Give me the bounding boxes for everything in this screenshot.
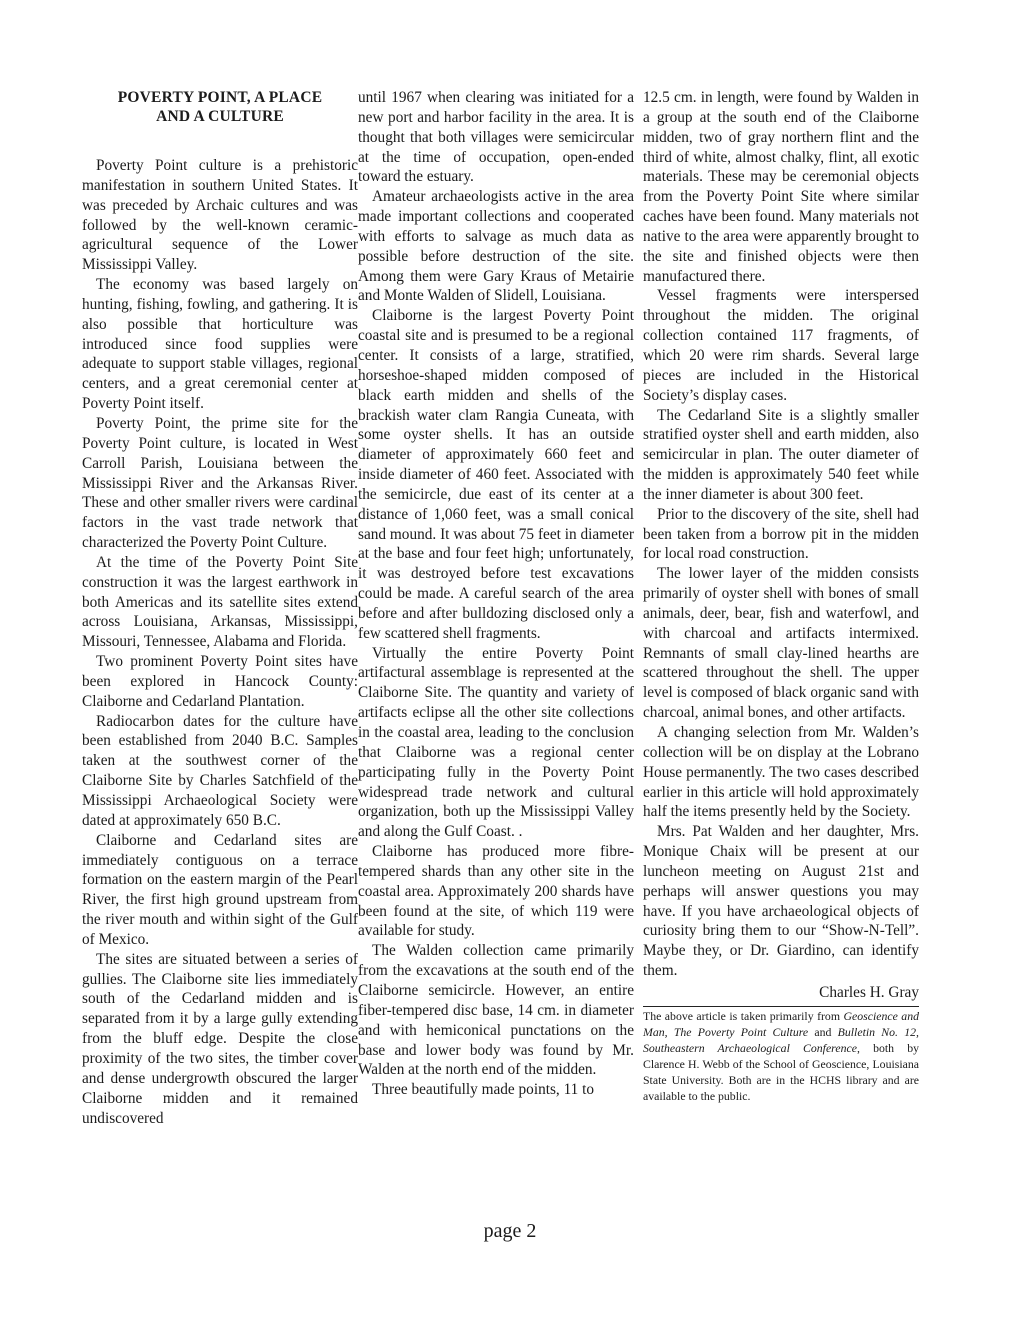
paragraph: The Cedarland Site is a slightly smaller stratified oyster shell and earth midden, also semicircular in plan. The outer diameter of the midden is approximately 540 feet while the inner diameter is about 300 feet. xyxy=(643,406,919,503)
paragraph: Virtually the entire Poverty Point artifactural assemblage is represented at the Claiborne Site. The quantity and variety of artifacts eclipse all the other site collections in the coastal area, leading to the conclusion that Claiborne was a regional center participating fully in the Poverty Point widespread trade network and cultural organization, both up the Mississippi Valley and along the Gulf Coast. . xyxy=(358,644,634,841)
paragraph-continued: until 1967 when clearing was initiated for a new port and harbor facility in the area. It is thought that both villages were semicircular at the time of occupation, open-ended toward the estuary. xyxy=(358,89,634,186)
paragraph: Vessel fragments were interspersed throughout the midden. The original collection contained 117 fragments, of which 20 were rim shards. Several large pieces are included in the Historical Society’s display cases. xyxy=(643,287,919,404)
paragraph: Radiocarbon dates for the culture have been established from 2040 B.C. Samples taken at the southwest corner of the Claiborne Site by Charles Satchfield of the Mississippi Archaeological Society were dated at approximately 650 B.C. xyxy=(82,712,358,829)
footnote-text: and xyxy=(808,1024,838,1039)
paragraph: Poverty Point, the prime site for the Poverty Point culture, is located in West Carroll Parish, Louisiana between the Mississippi River and the Arkansas River. These and other smaller rivers were cardinal factors in the vast trade network that characterized the Poverty Point Culture. xyxy=(82,414,358,552)
column-2 xyxy=(358,88,634,1100)
column-1 xyxy=(82,88,358,1128)
paragraph: Two prominent Poverty Point sites have been explored in Hancock County: Claiborne and Cedarland Plantation. xyxy=(82,653,358,710)
footnote-source-title: Geoscience and Man, The Poverty Point Culture xyxy=(643,1008,919,1039)
paragraph: Claiborne is the largest Poverty Point coastal site and is presumed to be a regional center. It consists of a large, stratified, horseshoe-shaped midden composed of black earth midden and shells of the brackish water clam Rangia Cuneata, with some oyster shells. It has an outside diameter of approximately 660 feet and inside diameter of 460 feet. Associated with the semicircle, due east of its center at a distance of 1,060 feet, was a small conical sand mound. It was about 75 feet in diameter at the base and four feet high; unfortunately, it was destroyed before test excavations could be made. A careful search of the area before and after bulldozing disclosed only a few scattered shell fragments. xyxy=(358,307,634,642)
paragraph: At the time of the Poverty Point Site construction it was the largest earthwork in both Americas and its satellite sites extend across Louisiana, Arkansas, Mississippi, Missouri, Tennessee, Alabama and Florida. xyxy=(82,553,358,651)
paragraph: The lower layer of the midden consists primarily of oyster shell with bones of small animals, deer, bear, fish and waterfowl, and with charcoal and artifacts intermixed. Remnants of small clay-lined hearths are scattered throughout the shell. The upper level is composed of black organic sand with charcoal, animal bones, and other artifacts. xyxy=(643,565,919,722)
article-title-line-2: AND A CULTURE xyxy=(156,108,284,125)
paragraph: Claiborne has produced more fibre-tempered shards than any other site in the coastal area. Approximately 200 shards have been found at the site, of which 119 were available for study. xyxy=(358,843,634,940)
footnote-source-title: Bulletin No. 12, Southeastern Archaeological Conference xyxy=(643,1024,919,1055)
footnote-text: The above article is taken primarily from xyxy=(643,1008,844,1023)
column-3 xyxy=(643,88,919,1104)
paragraph: The Walden collection came primarily from the excavations at the south end of the Claiborne semicircle. However, an entire fiber-tempered disc base, 14 cm. in diameter and with hemiconical punctations on the base and lower body was found by Mr. Walden at the north end of the midden. xyxy=(358,942,634,1079)
source-footnote xyxy=(643,1006,919,1104)
paragraph: The economy was based largely on hunting, fishing, fowling, and gathering. It is also possible that horticulture was introduced since food supplies were adequate to support stable villages, regional centers, and a great ceremonial center at Poverty Point itself. xyxy=(82,276,358,413)
paragraph: Mrs. Pat Walden and her daughter, Mrs. Monique Chaix will be present at our luncheon meeting on August 21st and perhaps will answer questions you may have. If you have archaeological objects of curiosity bring them to our “Show-N-Tell”. Maybe they, or Dr. Giardino, can identify them. xyxy=(643,823,919,980)
paragraph-continued: 12.5 cm. in length, were found by Walden in a group at the south end of the Claiborne midden, two of gray northern flint and the third of white, almost chalky, flint, all exotic materials. These may be ceremonial objects from the Poverty Point Site where similar caches have been found. Many materials not native to the area were apparently brought to the site and finished objects were then manufactured there. xyxy=(643,89,919,285)
paragraph: Three beautifully made points, 11 to xyxy=(372,1081,595,1099)
footnote-text: , both by Clarence H. Webb of the School of Geoscience, Louisiana State University. Both are in the HCHS library and are available to the public. xyxy=(643,1040,920,1103)
page-number: page 2 xyxy=(483,1220,537,1242)
paragraph: Claiborne and Cedarland sites are immediately contiguous on a terrace formation on the eastern margin of the Pearl River, the first high ground upstream from the river mouth and within sight of the Gulf of Mexico. xyxy=(82,831,358,948)
paragraph: Prior to the discovery of the site, shell had been taken from a borrow pit in the midden for local road construction. xyxy=(643,505,919,563)
paragraph: Poverty Point culture is a prehistoric manifestation in southern United States. It was preceded by Archaic cultures and was followed by the well-known ceramic-agricultural sequence of the Lower Mississippi Valley. xyxy=(82,157,358,274)
paragraph: Amateur archaeologists active in the area made important collections and cooperated with efforts to salvage as much data as possible before destruction of the site. Among them were Gary Kraus of Metairie and Monte Walden of Slidell, Louisiana. xyxy=(358,188,634,305)
article-title-line-1: POVERTY POINT, A PLACE xyxy=(117,89,323,106)
paragraph: The sites are situated between a series of gullies. The Claiborne site lies immediately south of the Cedarland midden and is separated from it by a large gully extending from the bluff edge. Despite the close proximity of the two sites, the timber cover and dense undergrowth obscured the larger Claiborne midden and it remained undiscovered xyxy=(82,950,358,1127)
article-title xyxy=(82,88,358,126)
paragraph: A changing selection from Mr. Walden’s collection will be on display at the Lobrano House permanently. The two cases described earlier in this article will hold approximately half the items presently held by the Society. xyxy=(643,724,919,821)
author-signature: Charles H. Gray xyxy=(819,983,919,1001)
